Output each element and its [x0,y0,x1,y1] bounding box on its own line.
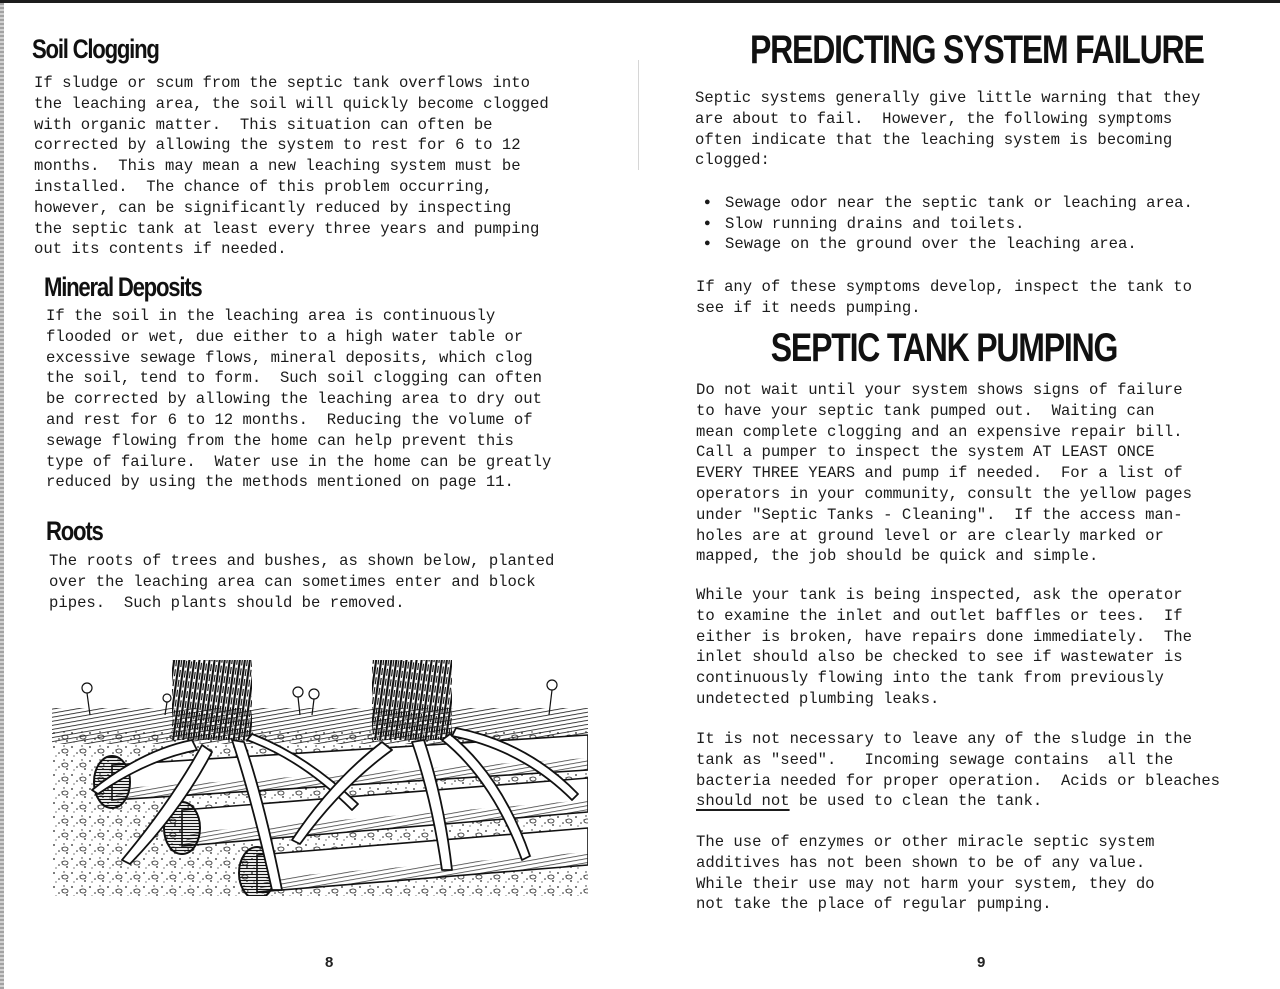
title-predicting-system-failure: PREDICTING SYSTEM FAILURE [750,28,1204,72]
text-line: corrected by allowing the system to rest for 6 to 12 [34,136,521,155]
heading-roots: Roots [46,516,103,546]
text-line: Call a pumper to inspect the system AT LEAST ONCE [696,443,1155,462]
text-line: and rest for 6 to 12 months. Reducing the volume of [46,410,533,429]
text-line: however, can be significantly reduced by inspecting [34,198,512,217]
page-number-left: 8 [325,954,334,971]
symptom-item: ● Sewage on the ground over the leaching area. [695,234,1193,255]
text-line: see if it needs pumping. [696,298,921,317]
text-line: over the leaching area can sometimes enter and block [49,572,536,591]
text-line: the septic tank at least every three years and pumping [34,219,540,238]
text-line: installed. The chance of this problem occurring, [34,177,493,196]
text-line: either is broken, have repairs done immediately. The [696,627,1192,646]
text-line: type of failure. Water use in the home can be greatly [46,452,552,471]
scan-binding-edge [0,3,4,989]
text-line: mapped, the job should be quick and simple. [696,547,1099,566]
baffle-inspection-text [696,585,1192,710]
page-gutter [638,60,639,170]
text-line: the leaching area, the soil will quickly become clogged [34,94,549,113]
text-line: tank as "seed". Incoming sewage contains all the [696,750,1174,769]
text-line: to have your septic tank pumped out. Waiting can [696,401,1155,420]
text-fragment: be used to clean the tank. [789,792,1043,811]
text-line: Do not wait until your system shows signs of failure [696,381,1183,399]
pumping-text [696,380,1192,567]
title-pumping-wrap [694,326,1194,371]
text-line: with organic matter. This situation can often be [34,115,493,134]
sludge-seed-text [696,729,1220,812]
text-line: excessive sewage flows, mineral deposits, which clog [46,348,533,367]
text-line: flooded or wet, due either to a high water table or [46,327,524,346]
symptom-list [695,193,1193,255]
heading-mineral-deposits: Mineral Deposits [44,272,202,302]
text-line: under "Septic Tanks - Cleaning". If the access man- [696,505,1183,524]
text-line: While your tank is being inspected, ask the operator [696,586,1183,604]
text-line: often indicate that the leaching system is becoming [695,130,1173,149]
symptom-item: ● Slow running drains and toilets. [695,214,1193,235]
text-line: additives has not been shown to be of any value. [696,853,1146,872]
tree-roots-illustration [52,660,588,896]
text-line: out its contents if needed. [34,240,287,259]
text-line: pipes. Such plants should be removed. [49,593,405,612]
title-septic-tank-pumping: SEPTIC TANK PUMPING [770,326,1118,370]
text-line: reduced by using the methods mentioned on page 11. [46,473,514,492]
text-line: mean complete clogging and an expensive repair bill. [696,422,1183,441]
text-line: Septic systems generally give little warning that they [695,89,1201,107]
text-line: bacteria needed for proper operation. Acids or bleaches [696,771,1221,790]
text-line: If the soil in the leaching area is continuously [46,307,496,325]
text-line: The roots of trees and bushes, as shown below, planted [49,552,555,570]
text-line: If any of these symptoms develop, inspect the tank to [696,278,1192,296]
text-line: It is not necessary to leave any of the sludge in the [696,730,1192,748]
text-line: not take the place of regular pumping. [696,895,1052,914]
text-line: to examine the inlet and outlet baffles or tees. If [696,606,1183,625]
text-line: The use of enzymes or other miracle septic system [696,833,1155,851]
emphasis-should-not: should not [696,792,790,811]
intro-text [695,88,1200,171]
text-line: operators in your community, consult the yellow pages [696,484,1192,503]
title-predicting-wrap [694,28,1254,73]
text-line: EVERY THREE YEARS and pump if needed. For a list of [696,464,1183,483]
inspect-advice-text [696,277,1192,319]
text-line [696,791,1220,812]
text-line: are about to fail. However, the following symptoms [695,109,1173,128]
text-line: be corrected by allowing the leaching area to dry out [46,390,542,409]
symptom-item: ● Sewage odor near the septic tank or leaching area. [695,193,1193,214]
text-line: undetected plumbing leaks. [696,689,940,708]
page-number-right: 9 [977,954,986,971]
text-line: sewage flowing from the home can help prevent this [46,431,514,450]
heading-soil-clogging: Soil Clogging [32,34,159,64]
text-line: While their use may not harm your system, they do [696,874,1155,893]
soil-clogging-text [34,73,549,260]
text-line: the soil, tend to form. Such soil clogging can often [46,369,542,388]
text-line: clogged: [695,151,770,170]
text-line: holes are at ground level or are clearly marked or [696,526,1164,545]
text-line: months. This may mean a new leaching system must be [34,157,521,176]
text-line: continuously flowing into the tank from previously [696,669,1164,688]
text-line: If sludge or scum from the septic tank overflows into [34,74,530,92]
scan-top-edge [0,0,1280,3]
mineral-deposits-text [46,306,551,493]
roots-text [49,551,554,613]
enzymes-text [696,832,1155,915]
text-line: inlet should also be checked to see if wastewater is [696,648,1183,667]
